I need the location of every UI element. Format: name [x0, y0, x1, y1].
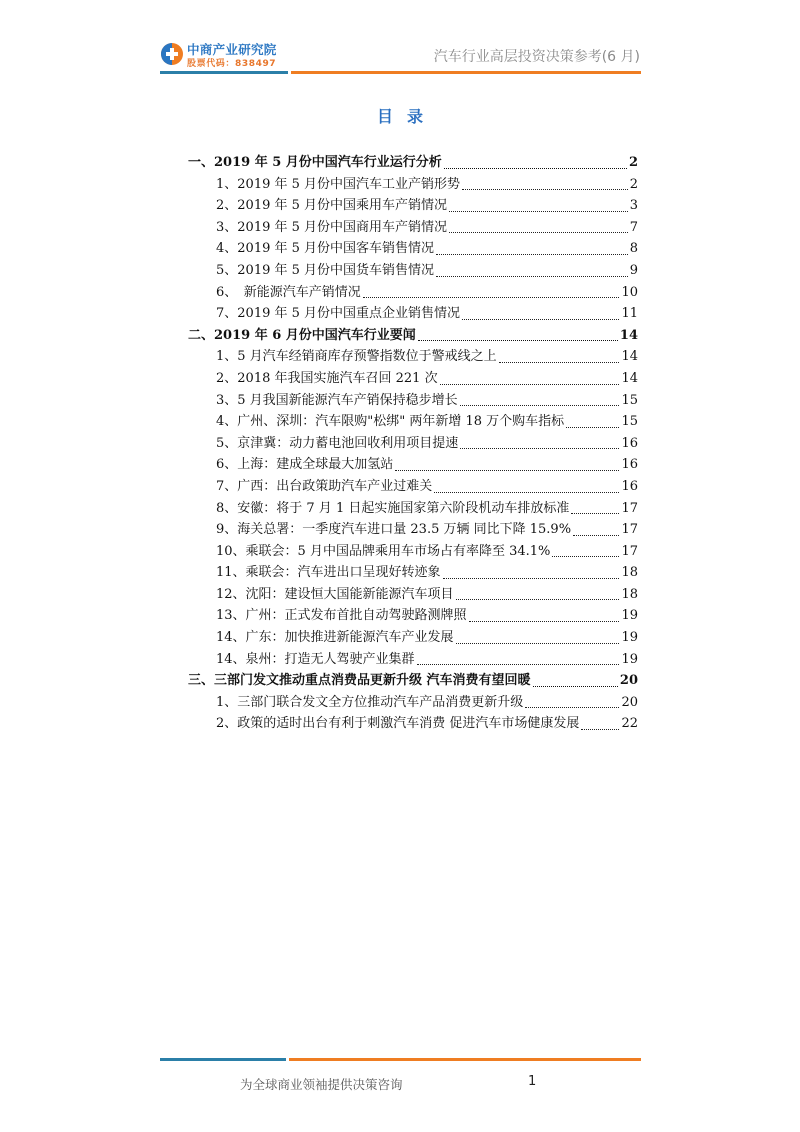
toc-entry-title: 14、泉州：打造无人驾驶产业集群: [216, 651, 415, 667]
toc-dot-leader: [363, 297, 620, 298]
toc-subsection-entry[interactable]: [188, 217, 638, 239]
toc-dot-leader: [462, 189, 628, 190]
toc-dot-leader: [462, 319, 619, 320]
toc-dot-leader: [460, 405, 620, 406]
toc-subsection-entry[interactable]: [188, 584, 638, 606]
toc-entry-page: 2: [628, 155, 638, 170]
toc-subsection-entry[interactable]: [188, 454, 638, 476]
toc-dot-leader: [525, 707, 619, 708]
toc-entry-title: 1、5 月汽车经销商库存预警指数位于警戒线之上: [216, 349, 497, 365]
toc-subsection-entry[interactable]: [188, 303, 638, 325]
toc-entry-page: 22: [621, 716, 638, 732]
toc-entry-page: 18: [621, 586, 638, 602]
toc-dot-leader: [552, 556, 619, 557]
toc-subsection-entry[interactable]: [188, 562, 638, 584]
toc-entry-page: 16: [621, 457, 638, 473]
toc-section-entry[interactable]: [188, 152, 638, 174]
toc-entry-page: 17: [621, 522, 638, 538]
toc-dot-leader: [469, 621, 620, 622]
toc-entry-title: 1、2019 年 5 月份中国汽车工业产销形势: [216, 176, 461, 192]
toc-dot-leader: [571, 513, 619, 514]
toc-entry-page: 3: [629, 198, 638, 214]
toc-entry-title: 三、三部门发文推动重点消费品更新升级 汽车消费有望回暖: [188, 673, 531, 689]
toc-entry-page: 8: [629, 241, 638, 257]
toc-subsection-entry[interactable]: [188, 519, 638, 541]
toc-subsection-entry[interactable]: [188, 390, 638, 412]
toc-subsection-entry[interactable]: [188, 260, 638, 282]
toc-entry-title: 3、2019 年 5 月份中国商用车产销情况: [216, 219, 448, 235]
toc-entry-page: 18: [621, 565, 638, 581]
toc-dot-leader: [460, 448, 619, 449]
footer-rule-blue: [160, 1058, 286, 1061]
footer-slogan: 为全球商业领袖提供决策咨询: [240, 1077, 403, 1092]
toc-entry-title: 2、2018 年我国实施汽车召回 221 次: [216, 370, 438, 386]
toc-entry-page: 14: [619, 327, 638, 343]
toc-dot-leader: [417, 664, 620, 665]
toc-entry-page: 2: [629, 176, 638, 192]
toc-subsection-entry[interactable]: [188, 627, 638, 649]
toc-entry-title: 3、5 月我国新能源汽车产销保持稳步增长: [216, 392, 458, 408]
toc-subsection-entry[interactable]: [188, 368, 638, 390]
toc-entry-title: 1、三部门联合发文全方位推动汽车产品消费更新升级: [216, 694, 524, 710]
toc-entry-title: 11、乘联会：汽车进出口呈现好转迹象: [216, 565, 441, 581]
toc-subsection-entry[interactable]: [188, 346, 638, 368]
toc-dot-leader: [449, 232, 628, 233]
toc-entry-title: 13、广州：正式发布首批自动驾驶路测牌照: [216, 608, 467, 624]
toc-dot-leader: [440, 384, 620, 385]
toc-dot-leader: [444, 168, 627, 169]
toc-entry-page: 17: [621, 543, 638, 559]
footer-rule-orange: [289, 1058, 641, 1061]
toc-subsection-entry[interactable]: [188, 282, 638, 304]
toc-entry-title: 一、2019 年 5 月份中国汽车行业运行分析: [188, 155, 442, 170]
header-rule-orange: [291, 71, 641, 74]
toc-dot-leader: [418, 340, 618, 341]
toc-dot-leader: [456, 599, 620, 600]
toc-subsection-entry[interactable]: [188, 605, 638, 627]
toc-dot-leader: [443, 578, 620, 579]
toc-entry-page: 19: [621, 651, 638, 667]
toc-entry-page: 15: [621, 392, 638, 408]
toc-entry-title: 4、2019 年 5 月份中国客车销售情况: [216, 241, 435, 257]
toc-entry-page: 20: [621, 694, 638, 710]
toc-subsection-entry[interactable]: [188, 195, 638, 217]
toc-dot-leader: [573, 535, 619, 536]
toc-dot-leader: [566, 427, 619, 428]
toc-dot-leader: [456, 643, 620, 644]
toc-entry-title: 2、2019 年 5 月份中国乘用车产销情况: [216, 198, 448, 214]
toc-subsection-entry[interactable]: [188, 713, 638, 735]
toc-heading: 目录: [376, 107, 437, 126]
toc-subsection-entry[interactable]: [188, 238, 638, 260]
toc-entry-page: 16: [621, 435, 638, 451]
toc-entry-title: 7、2019 年 5 月份中国重点企业销售情况: [216, 306, 461, 322]
toc-subsection-entry[interactable]: [188, 541, 638, 563]
table-of-contents: [188, 152, 638, 735]
toc-entry-title: 二、2019 年 6 月份中国汽车行业要闻: [188, 327, 416, 343]
toc-entry-page: 15: [621, 414, 638, 430]
toc-entry-page: 10: [621, 284, 638, 300]
toc-subsection-entry[interactable]: [188, 649, 638, 671]
toc-entry-title: 6、上海：建成全球最大加氢站: [216, 457, 394, 473]
toc-dot-leader: [581, 729, 619, 730]
toc-entry-title: 6、 新能源汽车产销情况: [216, 284, 361, 300]
toc-subsection-entry[interactable]: [188, 476, 638, 498]
toc-subsection-entry[interactable]: [188, 498, 638, 520]
header-rule-blue: [160, 71, 288, 74]
toc-entry-page: 14: [621, 370, 638, 386]
toc-entry-page: 20: [619, 673, 638, 689]
toc-entry-title: 10、乘联会：5 月中国品牌乘用车市场占有率降至 34.1%: [216, 543, 551, 559]
toc-entry-page: 11: [621, 306, 638, 322]
report-title: 汽车行业高层投资决策参考(6 月): [433, 49, 640, 65]
toc-entry-page: 9: [629, 262, 638, 278]
toc-section-entry[interactable]: [188, 670, 638, 692]
toc-entry-page: 19: [621, 630, 638, 646]
company-name: 中商产业研究院: [187, 42, 277, 57]
toc-subsection-entry[interactable]: [188, 692, 638, 714]
toc-entry-title: 5、京津冀：动力蓄电池回收利用项目提速: [216, 435, 459, 451]
toc-entry-title: 7、广西：出台政策助汽车产业过难关: [216, 478, 433, 494]
toc-subsection-entry[interactable]: [188, 433, 638, 455]
toc-dot-leader: [449, 211, 628, 212]
toc-dot-leader: [395, 470, 619, 471]
toc-entry-page: 14: [621, 349, 638, 365]
toc-entry-title: 5、2019 年 5 月份中国货车销售情况: [216, 262, 435, 278]
toc-entry-page: 17: [621, 500, 638, 516]
toc-dot-leader: [434, 492, 619, 493]
toc-subsection-entry[interactable]: [188, 411, 638, 433]
toc-entry-title: 9、海关总署：一季度汽车进口量 23.5 万辆 同比下降 15.9%: [216, 522, 572, 538]
toc-entry-page: 19: [621, 608, 638, 624]
toc-entry-title: 4、广州、深圳：汽车限购"松绑" 两年新增 18 万个购车指标: [216, 414, 565, 430]
toc-entry-title: 2、政策的适时出台有利于刺激汽车消费 促进汽车市场健康发展: [216, 716, 580, 732]
toc-entry-page: 7: [629, 219, 638, 235]
toc-dot-leader: [499, 362, 620, 363]
toc-entry-page: 16: [621, 478, 638, 494]
page-number: 1: [528, 1074, 537, 1089]
logo-mark-icon: [160, 42, 184, 66]
toc-subsection-entry[interactable]: [188, 174, 638, 196]
toc-entry-title: 8、安徽：将于 7 月 1 日起实施国家第六阶段机动车排放标准: [216, 500, 570, 516]
stock-code: 股票代码：838497: [187, 59, 277, 69]
toc-entry-title: 14、广东：加快推进新能源汽车产业发展: [216, 630, 454, 646]
toc-entry-title: 12、沈阳：建设恒大国能新能源汽车项目: [216, 586, 454, 602]
toc-dot-leader: [436, 276, 628, 277]
company-logo: [160, 40, 290, 72]
toc-dot-leader: [436, 254, 628, 255]
toc-section-entry[interactable]: [188, 325, 638, 347]
toc-dot-leader: [533, 686, 618, 687]
